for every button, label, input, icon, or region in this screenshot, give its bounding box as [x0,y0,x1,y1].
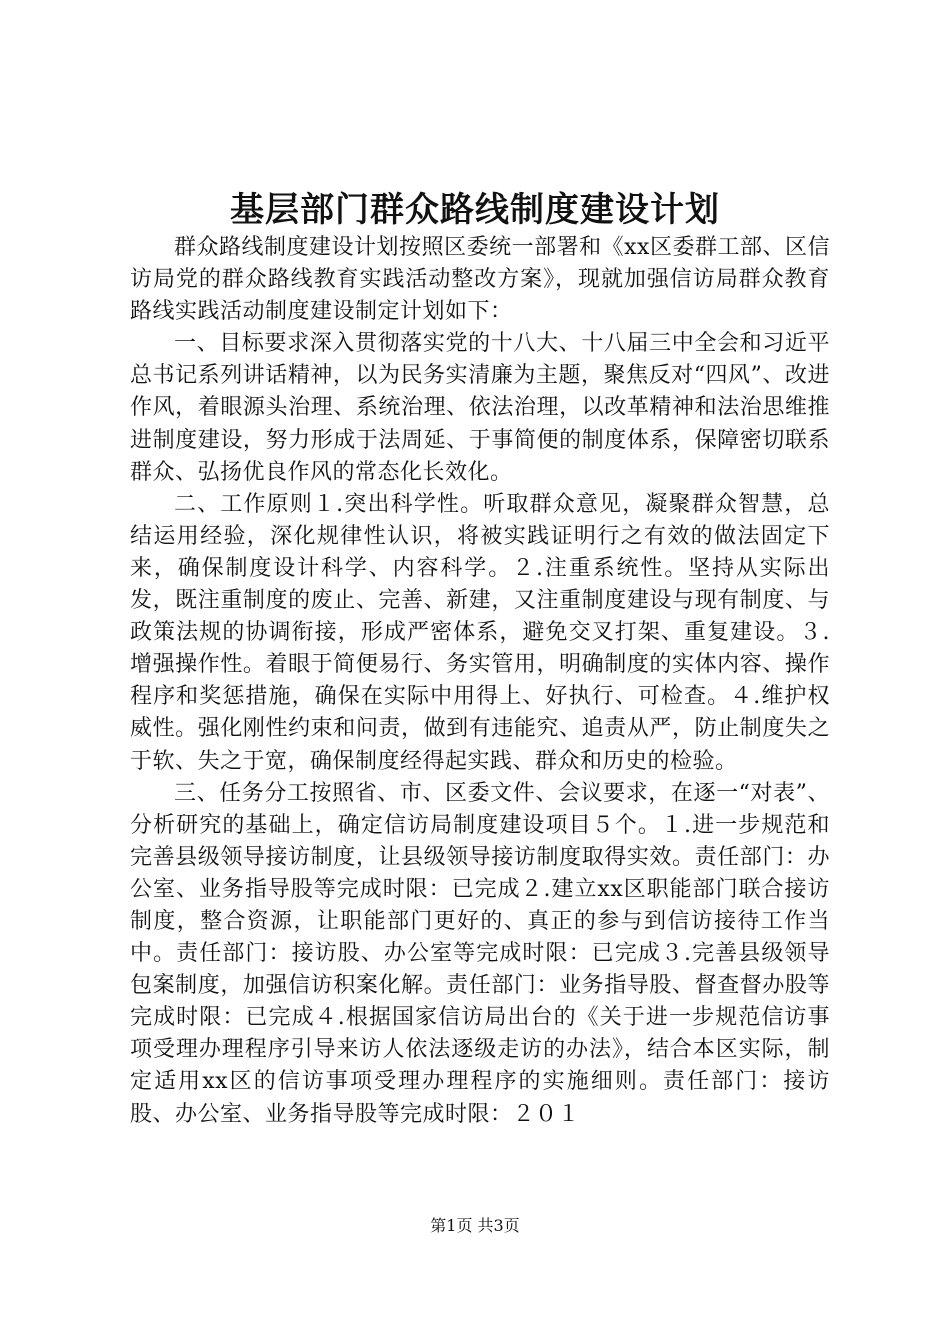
section-tasks-paragraph: 三、任务分工按照省、市、区委文件、会议要求，在逐一“对表”、分析研究的基础上，确定信访局制度建设项目５个。１.进一步规范和完善县级领导接访制度，让县级领导接访制度取得实效。责任部门：办公室、业务指导股等完成时限：已完成２.建立xx区职能部门联合接访制度，整合资源，让职能部门更好的、真正的参与到信访接待工作当中。责任部门：接访股、办公室等完成时限：已完成３.完善县级领导包案制度，加强信访积案化解。责任部门：业务指导股、督查督办股等完成时限：已完成４.根据国家信访局出台的《关于进一步规范信访事项受理办理程序引导来访人依法逐级走访的办法》，结合本区实际，制定适用xx区的信访事项受理办理程序的实施细则。责任部门：接访股、办公室、业务指导股等完成时限：２０１ [130,780,830,1127]
document-body [130,232,830,1131]
document-title: 基层部门群众路线制度建设计划 [230,190,720,230]
section-principles-paragraph: 二、工作原则１.突出科学性。听取群众意见，凝聚群众智慧，总结运用经验，深化规律性认识，将被实践证明行之有效的做法固定下来，确保制度设计科学、内容科学。２.注重系统性。坚持从实际出发，既注重制度的废止、完善、新建，又注重制度建设与现有制度、与政策法规的协调衔接，形成严密体系，避免交叉打架、重复建设。３.增强操作性。着眼于简便易行、务实管用，明确制度的实体内容、操作程序和奖惩措施，确保在实际中用得上、好执行、可检查。４.维护权威性。强化刚性约束和问责，做到有违能究、追责从严，防止制度失之于软、失之于宽，确保制度经得起实践、群众和历史的检验。 [130,491,830,774]
page-number-footer: 第1页 共3页 [430,1216,520,1235]
intro-paragraph: 群众路线制度建设计划按照区委统一部署和《xx区委群工部、区信访局党的群众路线教育实践活动整改方案》，现就加强信访局群众教育路线实践活动制度建设制定计划如下： [130,235,830,325]
section-goals-paragraph: 一、目标要求深入贯彻落实党的十八大、十八届三中全会和习近平总书记系列讲话精神，以为民务实清廉为主题，聚焦反对“四风”、改进作风，着眼源头治理、系统治理、依法治理，以改革精神和法治思维推进制度建设，努力形成于法周延、于事简便的制度体系，保障密切联系群众、弘扬优良作风的常态化长效化。 [130,331,830,485]
